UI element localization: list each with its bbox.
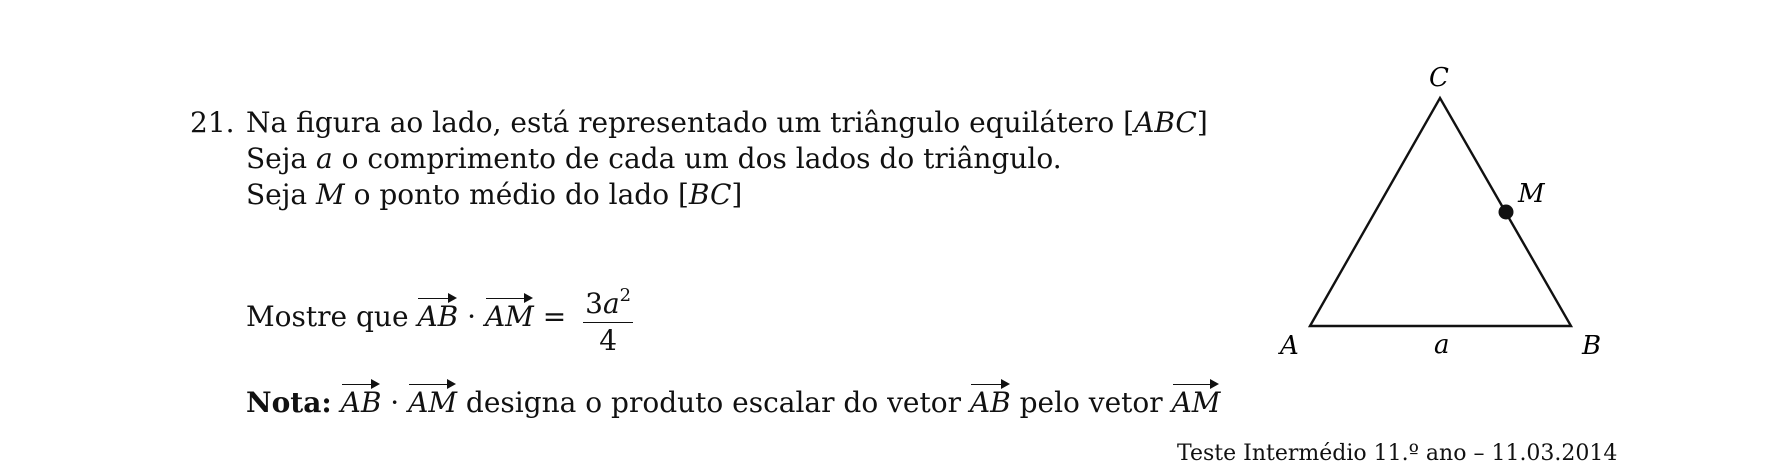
note-vector-am-2: AM [1172, 378, 1221, 419]
task-equals: = [542, 300, 567, 333]
note-text-1: designa o produto escalar do vetor [457, 386, 970, 419]
note-vector-am: AM [408, 378, 457, 419]
side-label-a: a [1434, 330, 1450, 360]
task-prefix: Mostre que [246, 300, 418, 333]
problem-line-1 [246, 106, 1208, 139]
fraction-denominator: 4 [599, 324, 618, 357]
midpoint-label-m: M [1518, 179, 1545, 209]
task-vector-am: AM [485, 292, 534, 333]
note-text-2: pelo vetor [1010, 386, 1172, 419]
task-vector-ab: AB [417, 292, 458, 333]
line3-end: ] [731, 178, 743, 211]
footer-source: Teste Intermédio 11.º ano – 11.03.2014 [1177, 441, 1618, 466]
note-dot: · [390, 386, 400, 419]
vertex-label-b: B [1582, 331, 1602, 361]
note-vector-ab-2: AB [970, 378, 1011, 419]
task-fraction [583, 280, 633, 357]
problem-line-2 [246, 142, 1062, 175]
note-label: Nota: [246, 386, 332, 419]
vertex-label-a: A [1280, 331, 1299, 361]
triangle-figure [1240, 50, 1640, 370]
line3-pre: Seja [246, 178, 317, 211]
triangle-abc [1310, 98, 1571, 326]
line3-seg: BC [688, 178, 732, 211]
midpoint-m [1499, 205, 1514, 220]
note-vector-ab: AB [341, 378, 382, 419]
line3-var: M [316, 178, 345, 211]
line1-var: ABC [1134, 106, 1197, 139]
line2-pre: Seja [246, 142, 317, 175]
line3-mid: o ponto médio do lado [ [344, 178, 689, 211]
line2-post: o comprimento de cada um dos lados do triângulo. [332, 142, 1062, 175]
numerator-var: a [602, 287, 620, 320]
task-statement [246, 280, 633, 357]
problem-number: 21. [190, 106, 235, 139]
line2-var: a [316, 142, 333, 175]
vertex-label-c: C [1429, 63, 1449, 93]
task-dot: · [467, 300, 477, 333]
numerator-exp: 2 [619, 285, 632, 306]
line1-end: ] [1196, 106, 1208, 139]
problem-line-3 [246, 178, 742, 211]
note [246, 378, 1220, 419]
numerator-coef: 3 [585, 287, 603, 320]
fraction-numerator [583, 280, 633, 323]
line1-text: Na figura ao lado, está representado um triângulo equilátero [ [246, 106, 1135, 139]
